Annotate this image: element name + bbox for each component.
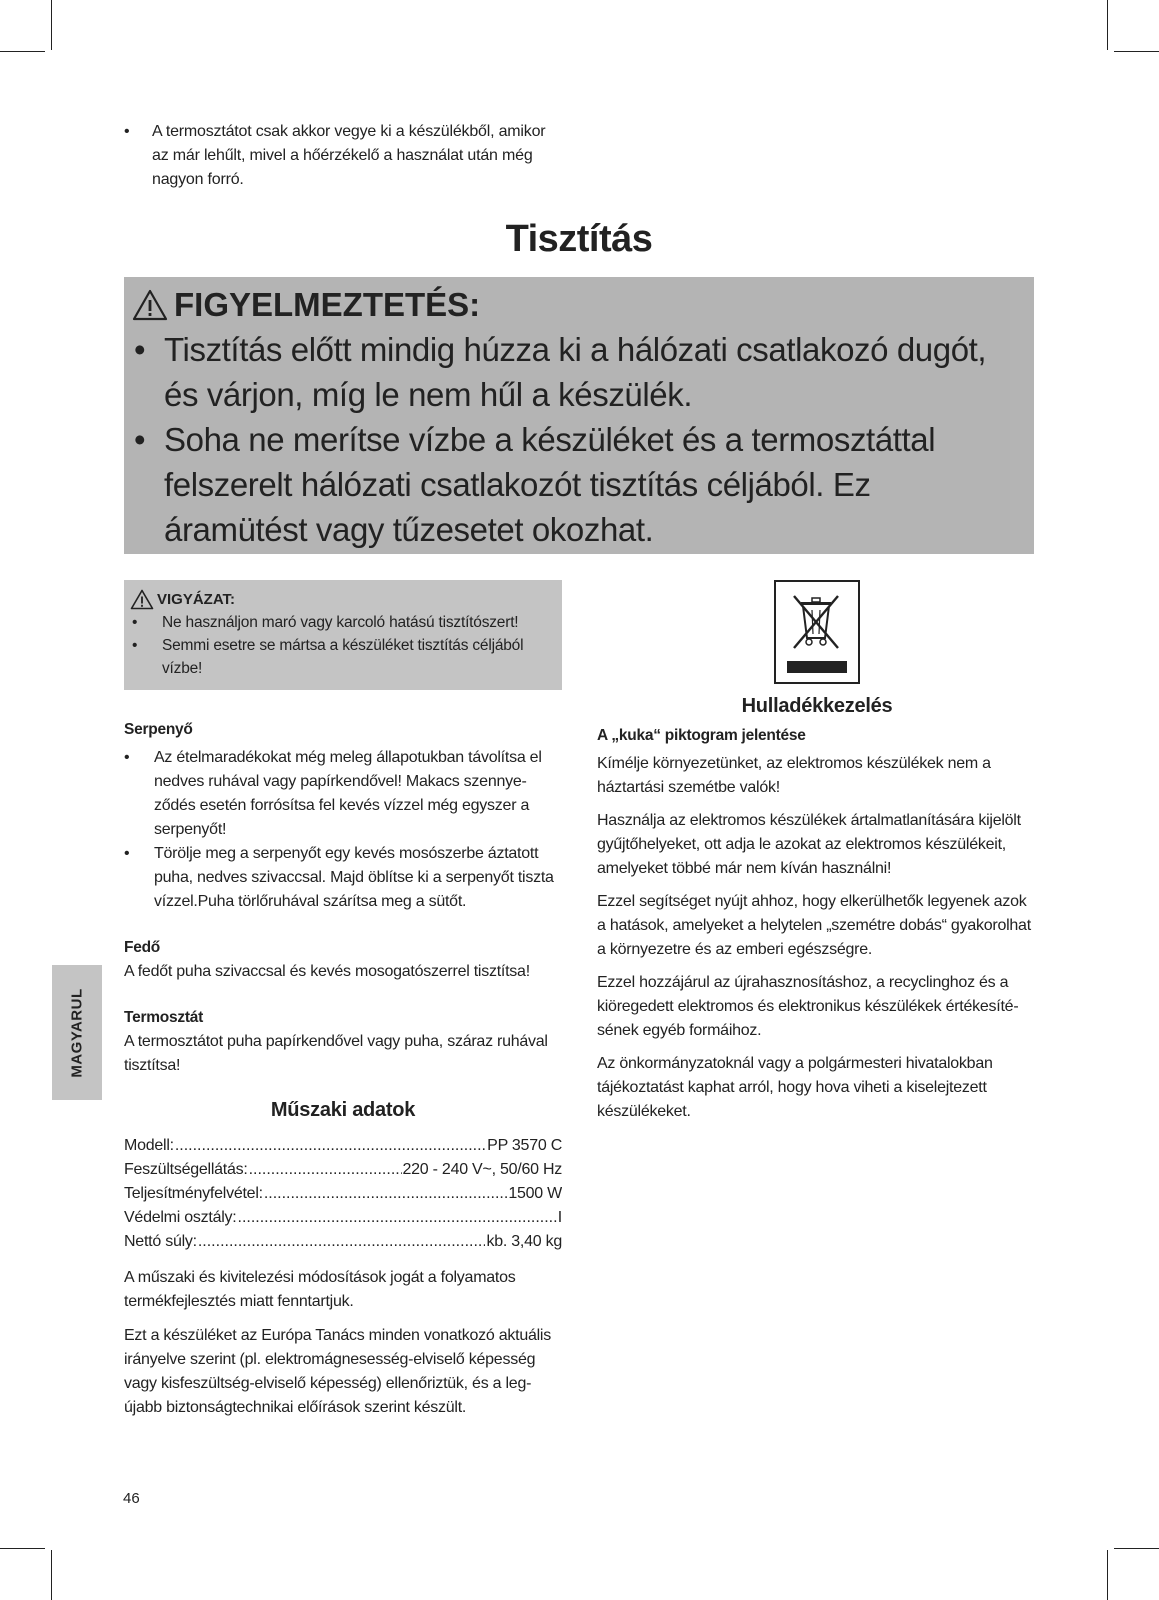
spec-label: Védelmi osztály: bbox=[124, 1209, 237, 1226]
spec-label: Nettó súly: bbox=[124, 1233, 197, 1250]
caution-box bbox=[124, 580, 562, 690]
warning-triangle-icon bbox=[130, 589, 154, 610]
pan-list bbox=[124, 746, 562, 914]
bin-bar bbox=[787, 661, 847, 673]
tech-note: Ezt a készüléket az Európa Tanács minden vonatkozó aktuális irányelve szerint (pl. elektromágnesesség-elviselő képesség vagy kisfeszültség-elviselő képesség) ellenőriztük, és a leg-újabb biztonságtechnikai előírások szerint készült. bbox=[124, 1327, 551, 1416]
caution-list bbox=[130, 611, 552, 680]
spec-label: Modell: bbox=[124, 1137, 174, 1154]
tech-title: Műszaki adatok bbox=[270, 1099, 416, 1121]
list-item: • Semmi esetre se mártsa a készüléket tisztítás céljából vízbe! bbox=[130, 634, 552, 680]
section-title: Tisztítás bbox=[505, 218, 653, 260]
lid-heading: Fedő bbox=[124, 939, 161, 956]
pan-heading: Serpenyő bbox=[124, 721, 193, 738]
list-item: • A termosztátot csak akkor vegye ki a készülékből, amikor az már lehűlt, mivel a hőérzékelő a használat után még nagyon forró. bbox=[122, 120, 562, 192]
waste-paragraph: Ezzel segítséget nyújt ahhoz, hogy elkerülhetők legyenek azok a hatások, amelyeket a helytelen „szemétre dobás“ gyakorolhat a környezetre és az emberi egészségre. bbox=[597, 893, 1031, 958]
list-item: • Ne használjon maró vagy karcoló hatású tisztítószert! bbox=[130, 611, 552, 634]
crop-mark bbox=[0, 51, 45, 52]
left-column bbox=[124, 718, 562, 1420]
warning-heading-text: FIGYELMEZTETÉS: bbox=[174, 286, 481, 323]
warning-list bbox=[132, 327, 1022, 552]
spec-table bbox=[124, 1134, 562, 1254]
waste-paragraph: Kímélje környezetünket, az elektromos készülékek nem a háztartási szemétbe valók! bbox=[597, 755, 991, 796]
thermostat-heading: Termosztát bbox=[124, 1009, 204, 1026]
caution-heading-text: VIGYÁZAT: bbox=[157, 591, 236, 608]
crop-mark bbox=[1114, 51, 1159, 52]
crop-mark bbox=[1114, 1548, 1159, 1549]
warning-triangle-icon bbox=[132, 289, 168, 321]
spec-row bbox=[124, 1206, 562, 1230]
top-bullet-list bbox=[122, 120, 562, 192]
spec-value: PP 3570 C bbox=[487, 1137, 562, 1154]
lid-text: A fedőt puha szivaccsal és kevés mosogatószerrel tisztítsa! bbox=[124, 963, 530, 980]
tech-note: A műszaki és kivitelezési módosítások jogát a folyamatos termékfejlesztés miatt fenntartjuk. bbox=[124, 1269, 516, 1310]
list-item: • Az ételmaradékokat még meleg állapotukban távolítsa el nedves ruhával vagy papírkendővel! Makacs szennye-ződés esetén forrósítsa fel kevés vízzel még egyszer a serpenyőt! bbox=[124, 746, 562, 842]
crop-mark bbox=[51, 1550, 52, 1600]
language-tab bbox=[52, 965, 102, 1100]
spec-value: 220 - 240 V~, 50/60 Hz bbox=[402, 1161, 562, 1178]
spec-label: Feszültségellátás: bbox=[124, 1161, 248, 1178]
crop-mark bbox=[51, 0, 52, 50]
spec-row bbox=[124, 1182, 562, 1206]
waste-paragraph: Használja az elektromos készülékek ártalmatlanítására kijelölt gyűjtőhelyeket, ott adja le azokat az elektromos készülékeit, amelyeket többé már nem kíván használni! bbox=[597, 812, 1021, 877]
list-item: • Tisztítás előtt mindig húzza ki a hálózati csatlakozó dugót, és várjon, míg le nem hűl a készülék. bbox=[132, 327, 1022, 417]
right-column bbox=[597, 580, 1037, 1133]
waste-subheading: A „kuka“ piktogram jelentése bbox=[597, 727, 806, 744]
waste-paragraph: Az önkormányzatoknál vagy a polgármesteri hivatalokban tájékoztatást kaphat arról, hogy hova viheti a kiselejtezett készülékeket. bbox=[597, 1055, 993, 1120]
language-tab-label: MAGYARUL bbox=[68, 987, 86, 1078]
crop-mark bbox=[1107, 0, 1108, 50]
spec-value: 1500 W bbox=[508, 1185, 562, 1202]
spec-label: Teljesítményfelvétel: bbox=[124, 1185, 263, 1202]
list-item: • Soha ne merítse vízbe a készüléket és a termosztáttal felszerelt hálózati csatlakozót tisztítás céljából. Ez áramütést vagy tűzesetet okozhat. bbox=[132, 417, 1022, 552]
waste-paragraph: Ezzel hozzájárul az újrahasznosításhoz, a recyclinghoz és a kiöregedett elektromos és elektronikus készülékek értékesíté-sének egyéb formáihoz. bbox=[597, 974, 1019, 1039]
bin-graphic bbox=[790, 590, 844, 654]
thermostat-text: A termosztátot puha papírkendővel vagy puha, száraz ruhával tisztítsa! bbox=[124, 1033, 548, 1074]
warning-box bbox=[124, 277, 1034, 554]
spec-row bbox=[124, 1134, 562, 1158]
waste-title: Hulladékkezelés bbox=[741, 695, 893, 717]
crossed-out-bin-icon bbox=[774, 580, 860, 684]
crop-mark bbox=[0, 1548, 45, 1549]
spec-row bbox=[124, 1230, 562, 1254]
spec-value: kb. 3,40 kg bbox=[486, 1233, 562, 1250]
crop-mark bbox=[1107, 1550, 1108, 1600]
warning-heading bbox=[132, 283, 1022, 327]
page-number: 46 bbox=[123, 1490, 140, 1507]
caution-heading bbox=[130, 588, 552, 611]
spec-value: I bbox=[557, 1209, 562, 1226]
spec-row bbox=[124, 1158, 562, 1182]
list-item: • Törölje meg a serpenyőt egy kevés mosószerbe áztatott puha, nedves szivaccsal. Majd öblítse ki a serpenyőt tiszta vízzel.Puha törlőruhával szárítsa meg a sütőt. bbox=[124, 842, 562, 914]
